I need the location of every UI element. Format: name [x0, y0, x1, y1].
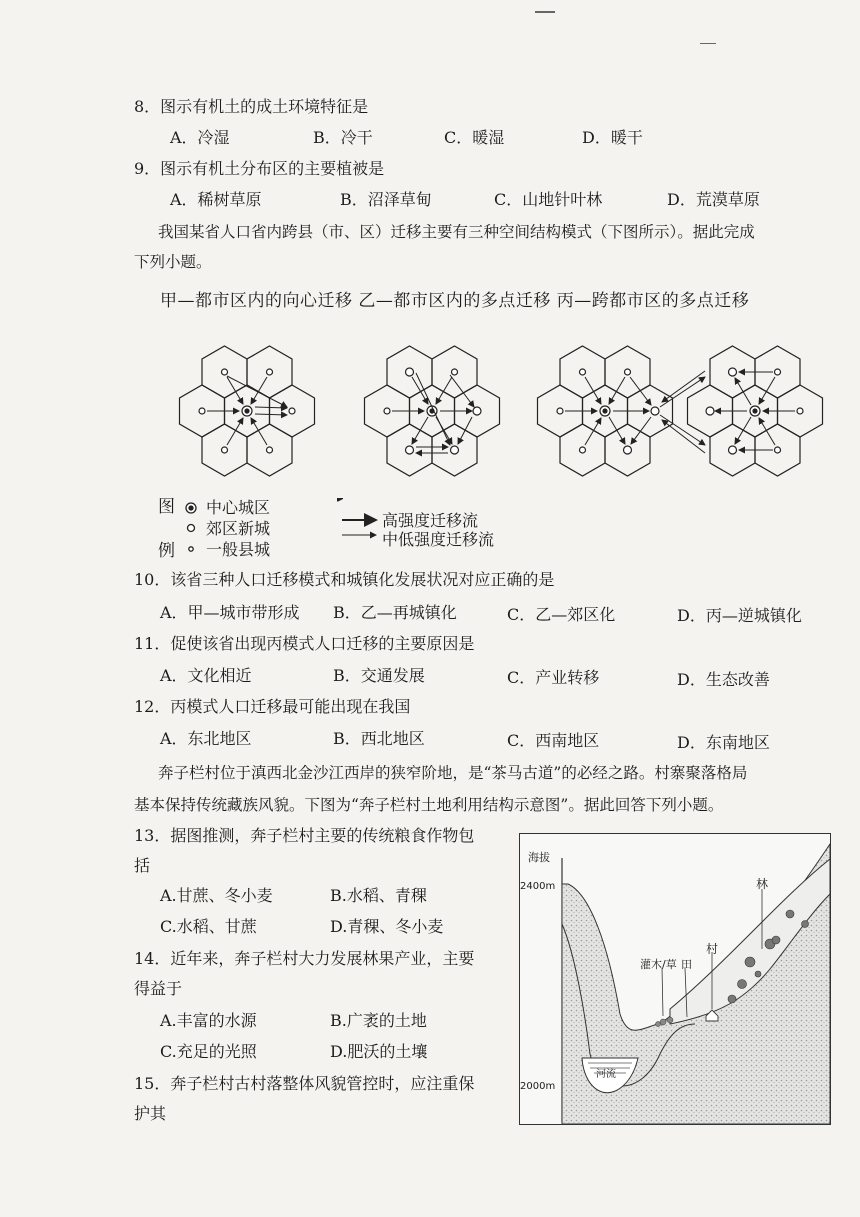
q8-option-a: A．冷湿	[170, 128, 230, 147]
q12-option-a: A．东北地区	[160, 729, 252, 748]
question-11-stem: 11．促使该省出现丙模式人口迁移的主要原因是	[134, 634, 475, 653]
model-yi	[365, 346, 500, 476]
q9-option-b: B．沼泽草甸	[340, 190, 432, 209]
q13-option-b: B.水稻、青稞	[330, 886, 427, 905]
migration-figure-caption: 甲—都市区内的向心迁移 乙—都市区内的多点迁移 丙—跨都市区的多点迁移	[160, 291, 750, 311]
q13-option-c: C.水稻、甘蔗	[160, 917, 257, 936]
question-13-stem-line-1: 13．据图推测，奔子栏村主要的传统粮食作物包	[134, 826, 475, 845]
q14-option-b: B.广袤的土地	[330, 1011, 427, 1030]
q8-option-c: C．暖湿	[444, 128, 505, 147]
scan-mark	[700, 43, 716, 44]
legend-county: 一般县城	[206, 540, 271, 559]
q8-option-b: B．冷干	[313, 128, 373, 147]
model-bing-right	[688, 346, 823, 476]
q9-option-a: A．稀树草原	[170, 190, 262, 209]
q10-option-a: A．甲—城市带形成	[160, 603, 300, 622]
landuse-bottom-tick: 2000m	[520, 1081, 556, 1092]
q14-option-a: A.丰富的水源	[160, 1011, 257, 1030]
question-13-stem-line-2: 括	[134, 856, 151, 875]
q13-option-a: A.甘蔗、冬小麦	[160, 886, 273, 905]
q10-option-c: C．乙—郊区化	[507, 605, 616, 624]
intro-paragraph-1-line-1: 我国某省人口省内跨县（市、区）迁移主要有三种空间结构模式（下图所示）。据此完成	[158, 223, 755, 241]
q12-option-d: D．东南地区	[677, 733, 770, 752]
q11-option-d: D．生态改善	[677, 670, 770, 689]
q14-option-d: D.肥沃的土壤	[330, 1042, 428, 1061]
legend-high-flow: 高强度迁移流	[382, 511, 479, 530]
legend-suburb: 郊区新城	[206, 519, 271, 538]
question-14-stem-line-2: 得益于	[134, 979, 183, 998]
legend-low-flow: 中低强度迁移流	[382, 530, 495, 549]
question-10-stem: 10．该省三种人口迁移模式和城镇化发展状况对应正确的是	[134, 570, 555, 589]
intro-paragraph-2-line-1: 奔子栏村位于滇西北金沙江西岸的狭窄阶地，是“茶马古道”的必经之路。村寨聚落格局	[158, 764, 748, 782]
landuse-village-label: 村	[706, 942, 719, 956]
legend-center: 中心城区	[206, 498, 271, 517]
migration-figure	[150, 325, 850, 495]
question-9-stem: 9．图示有机土分布区的主要植被是	[134, 159, 385, 178]
intro-paragraph-2-line-2: 基本保持传统藏族风貌。下图为“奔子栏村土地利用结构示意图”。据此回答下列小题。	[134, 796, 724, 814]
landuse-figure	[519, 833, 831, 1125]
q12-option-b: B．西北地区	[333, 729, 425, 748]
q9-option-d: D．荒漠草原	[667, 190, 760, 209]
legend-title-top: 图	[158, 497, 175, 517]
q11-option-c: C．产业转移	[507, 668, 600, 687]
model-jia	[180, 346, 315, 476]
q8-option-d: D．暖干	[582, 128, 643, 147]
q11-option-a: A．文化相近	[160, 666, 252, 685]
question-15-stem-line-1: 15．奔子栏村古村落整体风貌管控时，应注重保	[134, 1074, 475, 1093]
county-town-icon	[189, 547, 193, 551]
q10-option-b: B．乙—再城镇化	[333, 603, 457, 622]
question-14-stem-line-1: 14．近年来，奔子栏村大力发展林果产业，主要	[134, 949, 475, 968]
question-12-stem: 12．丙模式人口迁移最可能出现在我国	[134, 697, 411, 716]
q9-option-c: C．山地针叶林	[494, 190, 603, 209]
question-8-stem: 8．图示有机土的成土环境特征是	[134, 97, 369, 116]
question-15-stem-line-2: 护其	[134, 1104, 167, 1123]
legend-title-bottom: 例	[158, 541, 175, 561]
landuse-ylabel: 海拔	[528, 851, 550, 864]
q10-option-d: D．丙—逆城镇化	[677, 606, 802, 625]
q11-option-b: B．交通发展	[333, 666, 425, 685]
model-bing	[538, 346, 673, 476]
scan-mark	[535, 11, 555, 13]
landuse-top-tick: 2400m	[520, 881, 556, 892]
landuse-field-label: 田	[681, 958, 692, 971]
q12-option-c: C．西南地区	[507, 731, 600, 750]
legend-flow-arrows	[340, 511, 380, 541]
intro-paragraph-1-line-2: 下列小题。	[134, 253, 212, 271]
landuse-river-label: 河流	[596, 1069, 616, 1080]
q14-option-c: C.充足的光照	[160, 1042, 257, 1061]
q13-option-d: D.青稞、冬小麦	[330, 917, 444, 936]
landuse-shrub-label: 灌木/草	[640, 958, 677, 971]
suburb-city-icon	[188, 525, 195, 532]
landuse-forest-label: 林	[756, 877, 769, 891]
